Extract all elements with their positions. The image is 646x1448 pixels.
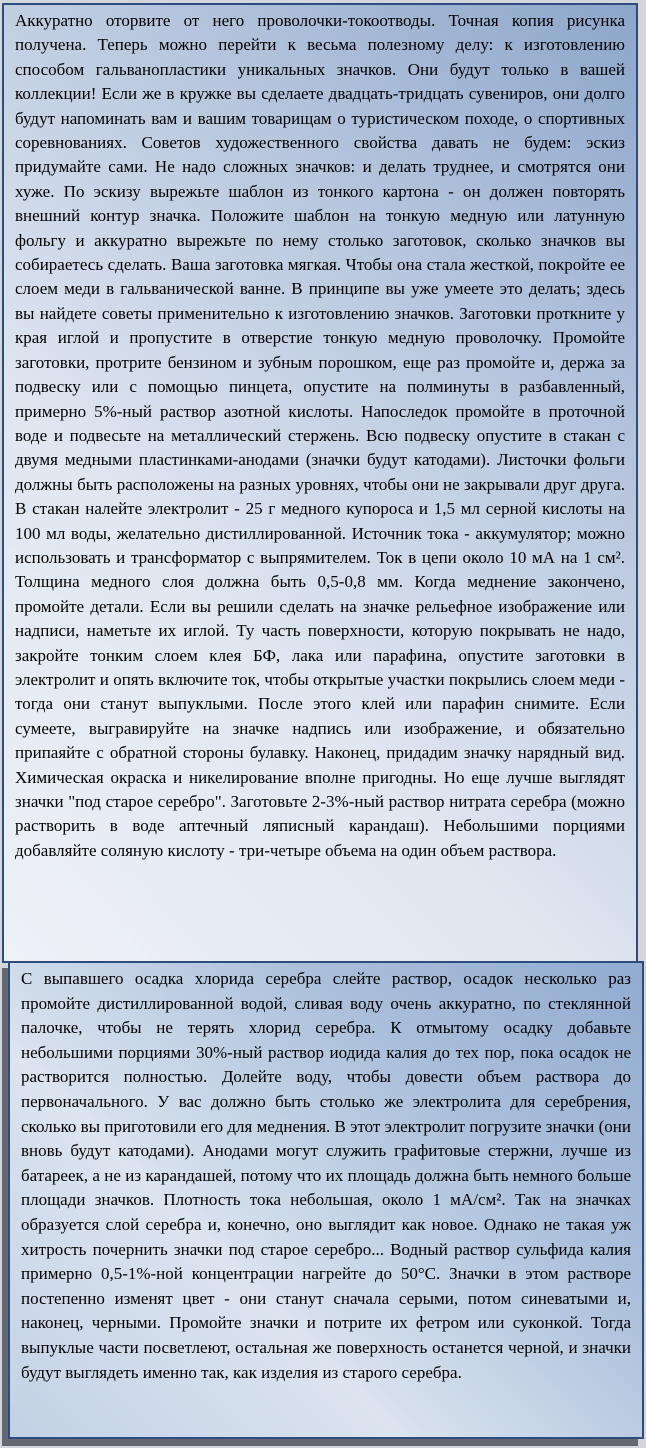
paragraph-block-1 xyxy=(2,3,638,963)
paragraph-text-2: С выпавшего осадка хлорида серебра слейте раствор, осадок несколько раз промойте дистиллированной водой, сливая воду очень аккуратно, по стеклянной палочке, чтобы не терять хлорид серебра. К отмытому осадку добавьте небольшими порциями 30%-ный раствор иодида калия до тех пор, пока осадок не растворится полностью. Долейте воду, чтобы довести объем раствора до первоначального. У вас должно быть столько же электролита для серебрения, сколько вы приготовили его для меднения. В этот электролит погрузите значки (они вновь будут катодами). Анодами могут служить графитовые стержни, лучше из батареек, а не из карандашей, потому что их площадь должна быть немного больше площади значков. Плотность тока небольшая, около 1 мА/см². Так на значках образуется слой серебра и, конечно, оно выглядит как новое. Однако не такая уж хитрость почернить значки под старое серебро... Водный раствор сульфида калия примерно 0,5-1%-ной концентрации нагрейте до 50°С. Значки в этом растворе постепенно изменят цвет - они станут сначала серыми, потом синеватыми и, наконец, черными. Промойте значки и потрите их фетром или суконкой. Тогда выпуклые части посветлеют, остальная же поверхность останется черной, и значки будут выглядеть именно так, как изделия из старого серебра. xyxy=(21,969,631,1382)
paragraph-block-2 xyxy=(8,961,644,1439)
paragraph-text-1: Аккуратно оторвите от него проволочки-токоотводы. Точная копия рисунка получена. Теперь можно перейти к весьма полезному делу: к изготовлению способом гальванопластики уникальных значков. Они будут только в вашей коллекции! Если же в кружке вы сделаете двадцать-тридцать сувениров, они долго будут напоминать вам и вашим товарищам о туристическом походе, о спортивных соревнованиях. Советов художественного свойства давать не будем: эскиз придумайте сами. Не надо сложных значков: и делать труднее, и смотрятся они хуже. По эскизу вырежьте шаблон из тонкого картона - он должен повторять внешний контур значка. Положите шаблон на тонкую медную или латунную фольгу и аккуратно вырежьте по нему столько заготовок, сколько значков вы собираетесь сделать. Ваша заготовка мягкая. Чтобы она стала жесткой, покройте ее слоем меди в гальванической ванне. В принципе вы уже умеете это делать; здесь вы найдете советы применительно к изготовлению значков. Заготовки проткните у края иглой и пропустите в отверстие тонкую медную проволочку. Промойте заготовки, протрите бензином и зубным порошком, еще раз промойте и, держа за подвеску или с помощью пинцета, опустите на полминуты в разбавленный, примерно 5%-ный раствор азотной кислоты. Напоследок промойте в проточной воде и подвесьте на металлический стержень. Всю подвеску опустите в стакан с двумя медными пластинками-анодами (значки будут катодами). Листочки фольги должны быть расположены на разных уровнях, чтобы они не закрывали друг друга. В стакан налейте электролит - 25 г медного купороса и 1,5 мл серной кислоты на 100 мл воды, желательно дистиллированной. Источник тока - аккумулятор; можно использовать и трансформатор с выпрямителем. Ток в цепи около 10 мА на 1 см². Толщина медного слоя должна быть 0,5-0,8 мм. Когда меднение закончено, промойте детали. Если вы решили сделать на значке рельефное изображение или надписи, наметьте их иглой. Ту часть поверхности, которую покрывать не надо, закройте тонким слоем клея БФ, лака или парафина, опустите заготовки в электролит и опять включите ток, чтобы открытые участки покрылись слоем меди - тогда они станут выпуклыми. После этого клей или парафин снимите. Если сумеете, выгравируйте на значке надпись или изображение, и обязательно припаяйте с обратной стороны булавку. Наконец, придадим значку нарядный вид. Химическая окраска и никелирование вполне пригодны. Но еще лучше выглядят значки "под старое серебро". Заготовьте 2-3%-ный раствор нитрата серебра (можно растворить в воде аптечный ляписный карандаш). Небольшими порциями добавляйте соляную кислоту - три-четыре объема на один объем раствора. xyxy=(15,11,625,860)
